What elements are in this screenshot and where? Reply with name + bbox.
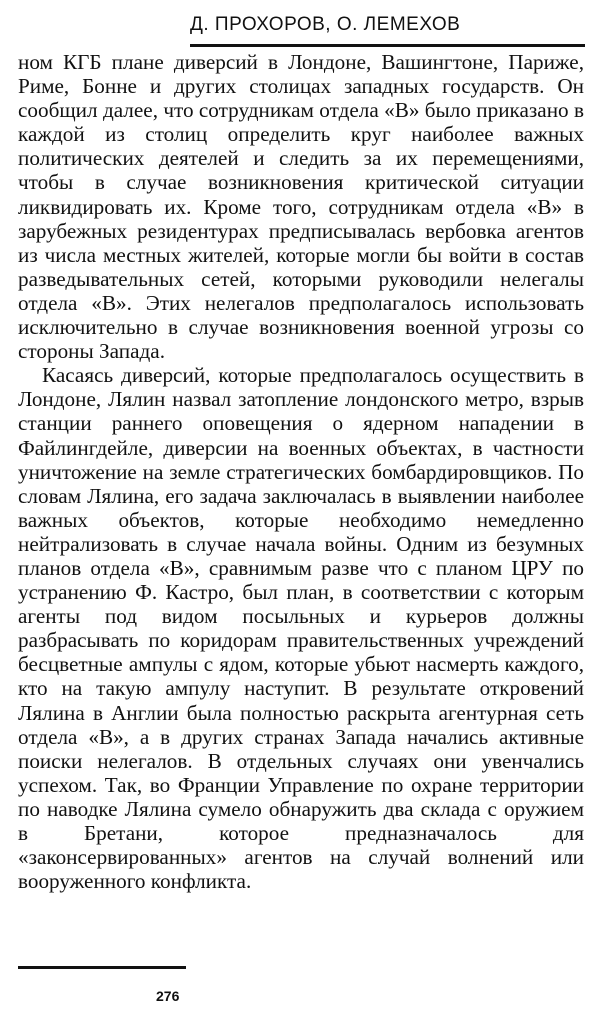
page-number: 276: [156, 988, 180, 1004]
paragraph-1: ном КГБ плане диверсий в Лондоне, Вашингтоне, Париже, Риме, Бонне и других столицах западных государств. Он сообщил далее, что сотрудникам отдела «В» было приказано в каждой из столиц определить круг наиболее важных политических деятелей и следить за их перемещениями, чтобы в случае возникновения критической ситуации ликвидировать их. Кроме того, сотрудникам отдела «В» в зарубежных резидентурах предписывалась вербовка агентов из числа местных жителей, которые могли бы войти в состав разведывательных сетей, которыми руководили нелегалы отдела «В». Этих нелегалов предполагалось использовать исключительно в случае возникновения военной угрозы со стороны Запада.: [18, 50, 584, 364]
paragraph-2: Касаясь диверсий, которые предполагалось осуществить в Лондоне, Лялин назвал затопление лондонского метро, взрыв станции раннего оповещения о ядерном нападении в Файлингдейле, диверсии на военных объектах, в частности уничтожение на земле стратегических бомбардировщиков. По словам Лялина, его задача заключалась в выявлении наиболее важных объектов, которые необходимо немедленно нейтрализовать в случае начала войны. Одним из безумных планов отдела «В», сравнимым разве что с планом ЦРУ по устранению Ф. Кастро, был план, в соответствии с которым агенты под видом посыльных и курьеров должны разбрасывать по коридорам правительственных учреждений бесцветные ампулы с ядом, которые убьют насмерть каждого, кто на такую ампулу наступит. В результате откровений Лялина в Англии была полностью раскрыта агентурная сеть отдела «В», а в других странах Запада начались активные поиски нелегалов. В отдельных случаях они увенчались успехом. Так, во Франции Управление по охране территории по наводке Лялина сумело обнаружить два склада с оружием в Бретани, которое предназначалось для «законсервированных» агентов на случай волнений или вооруженного конфликта.: [18, 363, 584, 894]
running-head: Д. ПРОХОРОВ, О. ЛЕМЕХОВ: [190, 14, 461, 35]
body-text: [18, 50, 584, 893]
footer-rule: [18, 966, 186, 969]
header-rule: [190, 44, 585, 47]
